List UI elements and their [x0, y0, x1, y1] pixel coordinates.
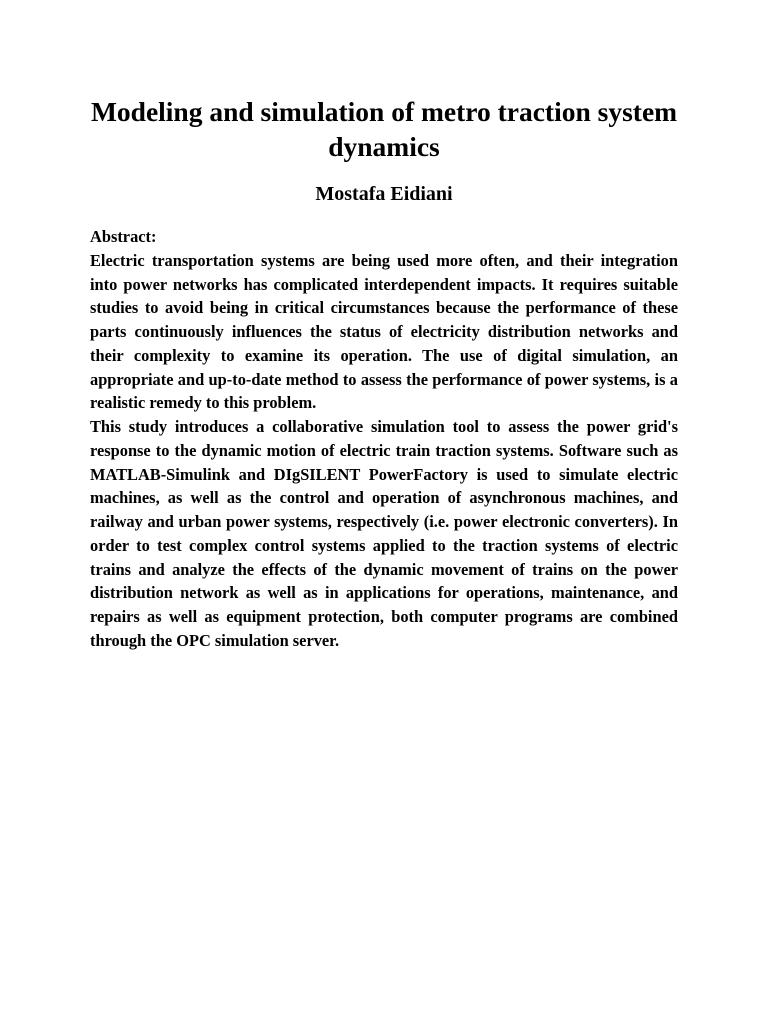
author-name: Mostafa Eidiani [315, 183, 453, 205]
paper-title: Modeling and simulation of metro traction system dynamics [90, 96, 678, 162]
abstract-section [90, 225, 678, 653]
abstract-paragraph: Electric transportation systems are being used more often, and their integration into power networks has complicated interdependent impacts. It requires suitable studies to avoid being in critical circumstances because the performance of these parts continuously influences the status of electricity distribution networks and their complexity to examine its operation. The use of digital simulation, an appropriate and up-to-date method to assess the performance of power systems, is a realistic remedy to this problem. [90, 250, 678, 413]
abstract-paragraph: This study introduces a collaborative simulation tool to assess the power grid's response to the dynamic motion of electric train traction systems. Software such as MATLAB-Simulink and DIgSILENT PowerFactory is used to simulate electric machines, as well as the control and operation of asynchronous machines, and railway and urban power systems, respectively (i.e. power electronic converters). In order to test complex control systems applied to the traction systems of electric trains and analyze the effects of the dynamic movement of trains on the power distribution network as well as in applications for operations, maintenance, and repairs as well as equipment protection, both computer programs are combined through the OPC simulation server. [90, 417, 678, 650]
abstract-heading: Abstract: [90, 227, 157, 246]
